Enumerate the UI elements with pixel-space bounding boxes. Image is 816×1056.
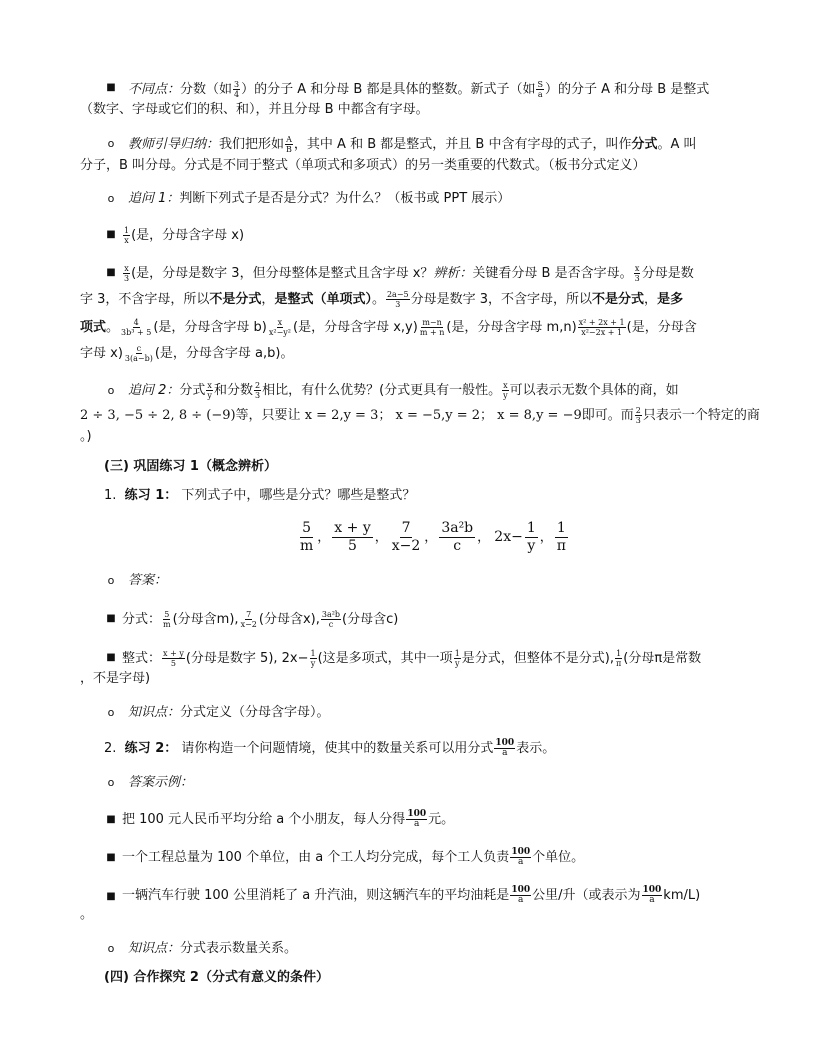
knowledge-point-1: 知识点：分式定义（分母含字母）。 [128, 705, 330, 720]
bullet-square: ■ [106, 652, 116, 663]
paragraph-teacher-summary-line2: 分子，B 叫分母。分式是不同于整式（单项式和多项式）的另一类重要的代数式。（板书分式定义） [80, 158, 646, 173]
section-heading-3: (三) 巩固练习 1（概念辨析） [104, 459, 277, 474]
fraction: $\frac{3}{4}$ [234, 80, 240, 99]
answer-1-integral: 整式： $\frac{x + y}{5}$ (分母是数字 5), 2x− $\frac{1}{y}$ (这是多项式，其中一项 $\frac{1}{y}$ 是分式，但整体不是分式), $\frac{1}{\pi}$ (分母π是常数 [122, 649, 702, 668]
paragraph-question-2: 追问 2：分式 $\frac{x}{y}$ 和分数 $\frac{2}{3}$ 相比，有什么优势？(分式更具有一般性。 $\frac{x}{y}$ 可以表示无数个具体的商，如 [128, 381, 679, 400]
bullet-square: ■ [106, 267, 116, 278]
formula-row: $\frac{5}{m}$ ， $\frac{x + y}{5}$ ， $\frac{7}{x-2}$ ， $\frac{\text{3a²b}}{c}$ ， 2x− $\frac{1}{y}$ ， $\frac{1}{\pi}$ [300, 520, 566, 554]
item-x-over-3-line2: 字 3，不含字母，所以不是分式，是整式（单项式）。 $\frac{2a-5}{3}$ 分母是数字 3，不含字母，所以不是分式，是多 [80, 290, 684, 309]
bullet-circle: o [107, 706, 115, 719]
item-x-over-3: $\frac{x}{3}$ (是，分母是数字 3，但分母整体是整式且含字母 x？辨析：关键看分母 B 是否含字母。 $\frac{x}{3}$ 分母是数 [124, 264, 694, 283]
answer-1-fractions: 分式： $\frac{5}{m}$ (分母含m), $\frac{7}{x-2}$ (分母含x), $\frac{\text{3a²b}}{c}$ (分母含c) [122, 610, 399, 629]
paragraph-question-2-line2: 2 ÷ 3, −5 ÷ 2, 8 ÷ (−9)等，只要让 x = 2,y = 3； x = −5,y = 2； x = 8,y = −9即可。而 $\frac{2}{3}$ 只表示一个特定的商 [80, 406, 760, 425]
section-heading-4: (四) 合作探究 2（分式有意义的条件） [104, 970, 329, 985]
bullet-circle: o [107, 384, 115, 397]
bullet-square: ■ [106, 613, 116, 624]
bullet-circle: o [107, 137, 115, 150]
paragraph-difference: 不同点：分数（如 $\frac{3}{4}$ ）的分子 A 和分母 B 都是具体的整数。新式子（如 $\frac{S}{a}$ ）的分子 A 和分母 B 是整式 [128, 80, 710, 99]
bullet-square: ■ [106, 891, 116, 902]
example-3: 一辆汽车行驶 100 公里消耗了 a 升汽油，则这辆汽车的平均油耗是 $\frac{100}{a}$ 公里/升（或表示为 $\frac{100}{a}$ km/L) [122, 885, 701, 905]
example-2: 一个工程总量为 100 个单位，由 a 个工人均分完成，每个工人负责 $\frac{100}{a}$ 个单位。 [122, 847, 585, 867]
paragraph-question-2-line3: 。) [80, 429, 92, 444]
exercise-1: 1. 练习 1： 下列式子中，哪些是分式？哪些是整式？ [104, 488, 416, 503]
paragraph-teacher-summary: 教师引导归纳：我们把形如 $\frac{A}{B}$ ，其中 A 和 B 都是整式，并且 B 中含有字母的式子，叫作分式。A 叫 [128, 135, 697, 154]
item-x-over-3-line3: 项式。 $\frac{4}{\text{3b³ + 5}}$ (是，分母含字母 b) $\frac{x}{\text{x²−y²}}$ (是，分母含字母 x,y) $\frac{m-n}{m + n}$ (是，分母含字母 m,n) $\frac{\text{x² + 2x + 1}}{\text{x²−2x + 1}}$ (是，分母含 [80, 318, 697, 337]
bullet-circle: o [107, 776, 115, 789]
answer-1-integral-line2: ，不是字母) [80, 671, 151, 686]
fraction: $\frac{A}{B}$ [286, 135, 292, 154]
answer-2-label: 答案示例： [128, 775, 194, 790]
item-x-over-3-line4: 字母 x) $\frac{c}{3(a-b)}$ (是，分母含字母 a,b)。 [80, 344, 294, 363]
paragraph-difference-line2: （数字、字母或它们的积、和），并且分母 B 中都含有字母。 [80, 102, 429, 117]
bullet-square: ■ [106, 82, 116, 93]
bullet-circle: o [107, 942, 115, 955]
answer-1-label: 答案： [128, 573, 168, 588]
example-3-line2: 。 [80, 907, 94, 922]
bullet-square: ■ [106, 229, 116, 240]
bullet-square: ■ [106, 852, 116, 863]
bullet-circle: o [107, 192, 115, 205]
exercise-2: 2. 练习 2： 请你构造一个问题情境，使其中的数量关系可以用分式 $\frac{100}{a}$ 表示。 [104, 738, 556, 758]
knowledge-point-2: 知识点：分式表示数量关系。 [128, 941, 298, 956]
bullet-square: ■ [106, 814, 116, 825]
item-1-over-x: $\frac{1}{x}$ (是，分母含字母 x) [124, 226, 245, 245]
bullet-circle: o [107, 574, 115, 587]
paragraph-question-1: 追问 1：判断下列式子是否是分式？为什么？（板书或 PPT 展示） [128, 191, 511, 206]
fraction: $\frac{S}{a}$ [537, 80, 543, 99]
example-1: 把 100 元人民币平均分给 a 个小朋友，每人分得 $\frac{100}{a}$ 元。 [122, 809, 455, 829]
